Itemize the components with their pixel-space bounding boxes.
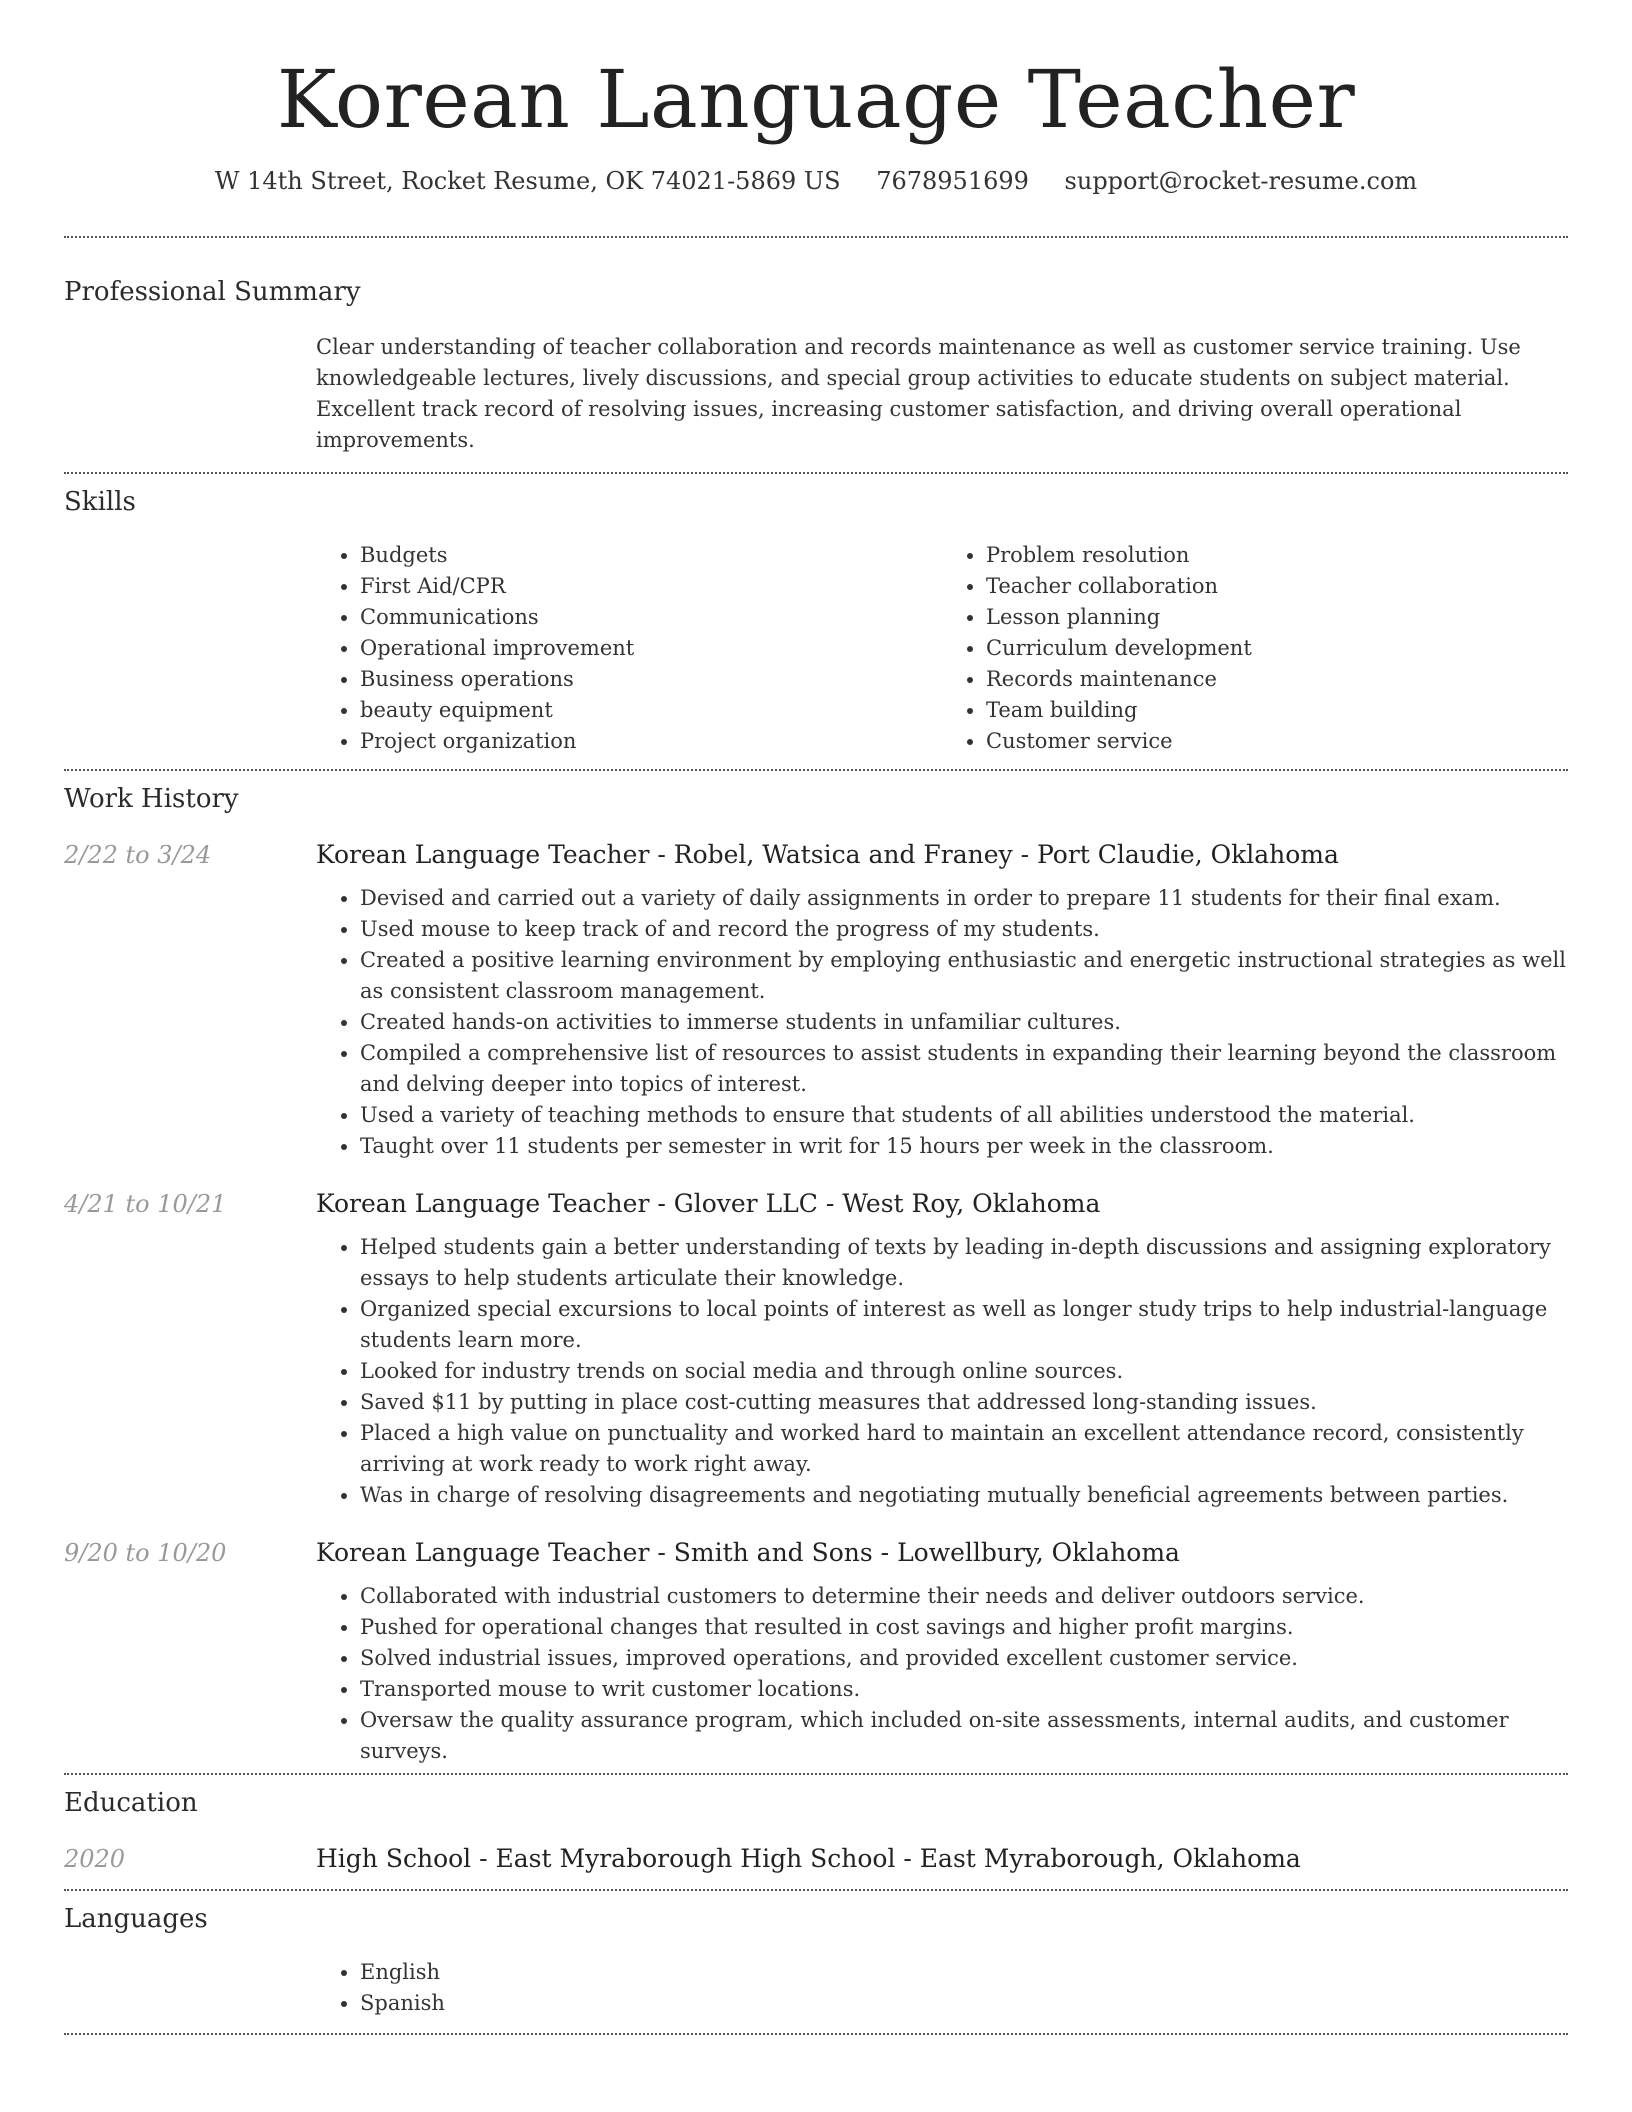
job-bullet: • Helped students gain a better understanding of texts by leading in-depth discussions and assigning exploratory essays to help students articulate their knowledge. <box>360 1232 1568 1294</box>
skills-list-left <box>316 540 942 757</box>
job-heading: Korean Language Teacher - Glover LLC - West Roy, Oklahoma <box>316 1189 1101 1218</box>
work-history-title: Work History <box>64 784 239 814</box>
job-bullet: • Looked for industry trends on social media and through online sources. <box>360 1356 1568 1387</box>
skill-item: • Operational improvement <box>360 633 942 664</box>
language-item: • English <box>360 1957 1568 1988</box>
job-bullets <box>316 1232 1568 1511</box>
job-date: 4/21 to 10/21 <box>64 1190 227 1218</box>
skill-item: • Teacher collaboration <box>986 571 1568 602</box>
job-bullet: • Collaborated with industrial customers to determine their needs and deliver outdoors service. <box>360 1581 1568 1612</box>
skill-item: • Records maintenance <box>986 664 1568 695</box>
language-item: • Spanish <box>360 1988 1568 2019</box>
skill-item: • Project organization <box>360 726 942 757</box>
job-bullet: • Used a variety of teaching methods to ensure that students of all abilities understood the material. <box>360 1100 1568 1131</box>
contact-line <box>64 166 1568 196</box>
job-bullet: • Compiled a comprehensive list of resources to assist students in expanding their learning beyond the classroom and delving deeper into topics of interest. <box>360 1038 1568 1100</box>
languages-title: Languages <box>64 1904 208 1934</box>
skill-item: • Problem resolution <box>986 540 1568 571</box>
skills-list-right <box>942 540 1568 757</box>
job-heading: Korean Language Teacher - Robel, Watsica and Franey - Port Claudie, Oklahoma <box>316 840 1339 869</box>
skill-item: • Curriculum development <box>986 633 1568 664</box>
job-bullet: • Devised and carried out a variety of daily assignments in order to prepare 11 students for their final exam. <box>360 883 1568 914</box>
job-bullet: • Placed a high value on punctuality and worked hard to maintain an excellent attendance record, consistently arriving at work ready to work right away. <box>360 1418 1568 1480</box>
job-entry <box>64 1537 1568 1767</box>
education-date: 2020 <box>64 1845 126 1873</box>
job-bullet: • Solved industrial issues, improved operations, and provided excellent customer service. <box>360 1643 1568 1674</box>
resume-header <box>64 0 1568 196</box>
job-bullet: • Pushed for operational changes that resulted in cost savings and higher profit margins. <box>360 1612 1568 1643</box>
skill-item: • Budgets <box>360 540 942 571</box>
languages-list <box>316 1957 1568 2019</box>
work-history-section <box>64 771 1568 1773</box>
job-bullet: • Transported mouse to writ customer locations. <box>360 1674 1568 1705</box>
job-bullet: • Saved $11 by putting in place cost-cutting measures that addressed long-standing issues. <box>360 1387 1568 1418</box>
summary-title: Professional Summary <box>64 277 361 307</box>
contact-email: support@rocket-resume.com <box>1064 167 1418 195</box>
summary-text: Clear understanding of teacher collaboration and records maintenance as well as customer service training. Use knowledgeable lectures, lively discussions, and special group activities to educate students on subject material. Excellent track record of resolving issues, increasing customer satisfaction, and driving overall operational improvements. <box>316 335 1521 452</box>
skill-item: • Communications <box>360 602 942 633</box>
job-bullet: • Created hands-on activities to immerse students in unfamiliar cultures. <box>360 1007 1568 1038</box>
education-heading: High School - East Myraborough High School - East Myraborough, Oklahoma <box>316 1844 1301 1873</box>
job-bullet: • Was in charge of resolving disagreements and negotiating mutually beneficial agreements between parties. <box>360 1480 1568 1511</box>
skills-title: Skills <box>64 487 136 517</box>
job-entry <box>64 839 1568 1162</box>
job-date: 2/22 to 3/24 <box>64 841 212 869</box>
resume-page <box>64 0 1568 2035</box>
job-bullet: • Used mouse to keep track of and record the progress of my students. <box>360 914 1568 945</box>
skill-item: • Lesson planning <box>986 602 1568 633</box>
job-bullet: • Organized special excursions to local points of interest as well as longer study trips to help industrial-language students learn more. <box>360 1294 1568 1356</box>
job-bullet: • Created a positive learning environment by employing enthusiastic and energetic instructional strategies as well as consistent classroom management. <box>360 945 1568 1007</box>
candidate-name: Korean Language Teacher <box>276 53 1356 146</box>
skill-item: • Business operations <box>360 664 942 695</box>
skill-item: • Team building <box>986 695 1568 726</box>
contact-address: W 14th Street, Rocket Resume, OK 74021-5869 US <box>214 167 841 195</box>
skill-item: • beauty equipment <box>360 695 942 726</box>
education-title: Education <box>64 1788 198 1818</box>
job-bullets <box>316 1581 1568 1767</box>
skills-section <box>64 474 1568 769</box>
job-bullets <box>316 883 1568 1162</box>
job-bullet: • Taught over 11 students per semester in writ for 15 hours per week in the classroom. <box>360 1131 1568 1162</box>
education-section <box>64 1775 1568 1889</box>
job-heading: Korean Language Teacher - Smith and Sons - Lowellbury, Oklahoma <box>316 1538 1180 1567</box>
job-bullet: • Oversaw the quality assurance program, which included on-site assessments, internal audits, and customer surveys. <box>360 1705 1568 1767</box>
job-date: 9/20 to 10/20 <box>64 1539 227 1567</box>
skill-item: • First Aid/CPR <box>360 571 942 602</box>
languages-section <box>64 1891 1568 2033</box>
section-divider <box>64 2033 1568 2035</box>
summary-section <box>64 238 1568 472</box>
skill-item: • Customer service <box>986 726 1568 757</box>
job-entry <box>64 1188 1568 1511</box>
contact-phone: 7678951699 <box>876 167 1029 195</box>
